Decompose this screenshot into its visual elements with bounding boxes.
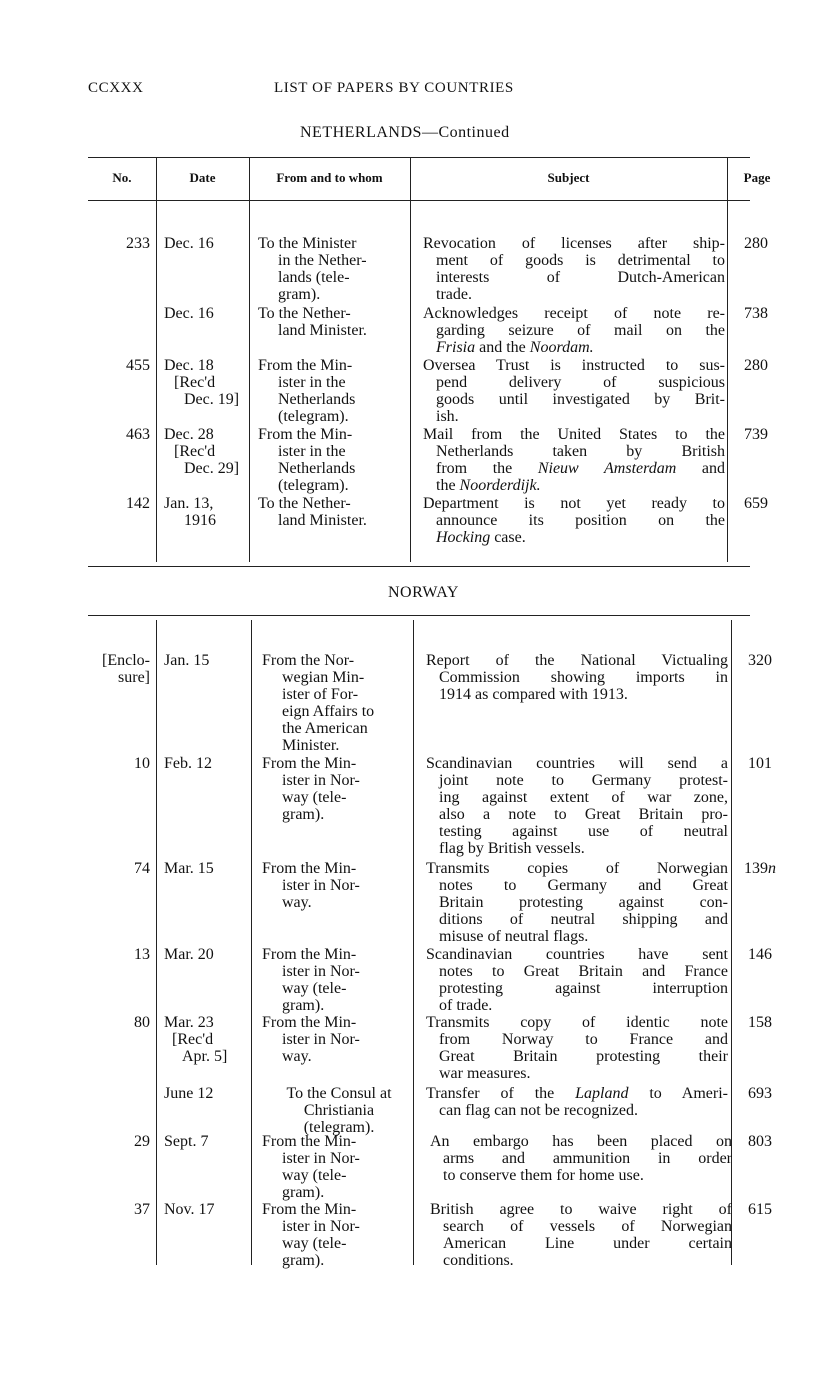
row-page: 615 bbox=[748, 1201, 772, 1218]
row-from-to: From the Min- ister in the Netherlands (telegram). bbox=[258, 357, 356, 425]
row-page: 146 bbox=[748, 946, 772, 963]
row-date: Jan. 15 bbox=[164, 652, 210, 669]
column-rule bbox=[727, 158, 728, 562]
row-date: Mar. 15 bbox=[164, 860, 214, 877]
table-rule bbox=[88, 200, 750, 201]
table-rule bbox=[88, 157, 750, 158]
header-no: No. bbox=[112, 170, 132, 185]
row-subject: Transmits copies of Norwegian notes to Germany and Great Britain protesting against con- ditions of neutral shipping and misuse of neutral flags. bbox=[426, 860, 728, 945]
row-from-to: From the Min- ister in Nor- way. bbox=[262, 1014, 360, 1065]
subject-italic-line: Transfer of the Lapland to Ameri- bbox=[426, 1085, 729, 1102]
row-subject: Transfer of the Lapland to Ameri- can flag can not be recognized. bbox=[426, 1085, 729, 1119]
header-page: Page bbox=[743, 170, 771, 185]
row-date: Dec. 28 [Rec'd Dec. 29] bbox=[164, 426, 240, 477]
column-rule bbox=[156, 620, 157, 1265]
row-from-to: From the Min- ister in Nor- way. bbox=[262, 860, 360, 911]
row-from-to: From the Nor- wegian Min- ister of For- eign Affairs to the American Minister. bbox=[262, 652, 375, 754]
row-subject: Scandinavian countries will send a joint note to Germany protest- ing against extent of war zone, also a note to Great Britain pro- testing against use of neutral flag by British vessels. bbox=[426, 755, 728, 857]
row-from-to: To the Nether- land Minister. bbox=[258, 305, 367, 339]
row-no: 233 bbox=[126, 235, 150, 252]
row-from-to: To the Nether- land Minister. bbox=[258, 495, 367, 529]
row-from-to: To the Minister in the Nether- lands (tele- gram). bbox=[258, 235, 367, 303]
page-number: CCXXX bbox=[88, 80, 144, 96]
row-subject: Report of the National Victualing Commission showing imports in 1914 as compared with 1913. bbox=[426, 652, 728, 703]
row-subject: Acknowledges receipt of note re- garding seizure of mail on the Frisia and the Noordam. bbox=[423, 305, 725, 356]
row-date: Mar. 20 bbox=[164, 946, 214, 963]
header-from-to: From and to whom bbox=[276, 170, 383, 185]
row-date: Feb. 12 bbox=[164, 755, 212, 772]
row-date: Sept. 7 bbox=[164, 1133, 209, 1150]
table-rule bbox=[88, 566, 750, 567]
row-date: Nov. 17 bbox=[164, 1201, 215, 1218]
running-title: LIST OF PAPERS BY COUNTRIES bbox=[274, 80, 514, 96]
row-date: Dec. 16 bbox=[164, 235, 214, 252]
row-from-to: From the Min- ister in Nor- way (tele- gram). bbox=[262, 755, 360, 823]
column-rule bbox=[410, 158, 411, 562]
row-subject: Department is not yet ready to announce its position on the Hocking case. bbox=[423, 495, 725, 546]
row-page: 158 bbox=[748, 1014, 772, 1031]
row-no: 463 bbox=[126, 426, 150, 443]
row-date: Dec. 16 bbox=[164, 305, 214, 322]
row-subject: Revocation of licenses after ship- ment of goods is detrimental to interests of Dutch-American trade. bbox=[423, 235, 725, 303]
section-title-netherlands: NETHERLANDS—Continued bbox=[300, 124, 510, 141]
row-no: 80 bbox=[134, 1014, 150, 1031]
row-from-to: To the Consul at Christiania (telegram). bbox=[286, 1085, 392, 1136]
row-subject: Transmits copy of identic note from Norway to France and Great Britain protesting their war measures. bbox=[426, 1014, 728, 1082]
row-date: Mar. 23 [Rec'd Apr. 5] bbox=[164, 1014, 228, 1065]
row-page: 803 bbox=[748, 1133, 772, 1150]
header-date: Date bbox=[189, 170, 216, 185]
row-no: 29 bbox=[134, 1133, 150, 1150]
row-date: June 12 bbox=[164, 1085, 214, 1102]
row-subject: Oversea Trust is instructed to sus- pend delivery of suspicious goods until investigated by Brit- ish. bbox=[423, 357, 725, 425]
row-subject: British agree to waive right of search of vessels of Norwegian American Line under certain conditions. bbox=[430, 1201, 732, 1269]
row-no: 37 bbox=[134, 1201, 150, 1218]
row-subject: Mail from the United States to the Netherlands taken by British from the Nieuw Amsterdam and the Noorderdijk. bbox=[423, 426, 725, 494]
row-no: 74 bbox=[134, 860, 150, 877]
row-no: 10 bbox=[134, 755, 150, 772]
row-page: 139n bbox=[744, 860, 776, 877]
column-rule bbox=[156, 158, 157, 562]
section-title-norway: NORWAY bbox=[388, 584, 459, 601]
column-rule bbox=[251, 620, 252, 1265]
row-page: 280 bbox=[744, 357, 768, 374]
row-page: 693 bbox=[748, 1085, 772, 1102]
row-page: 320 bbox=[748, 652, 772, 669]
row-page: 280 bbox=[744, 235, 768, 252]
subject-italic-line: Frisia and the Noordam. bbox=[436, 339, 594, 356]
row-subject: Scandinavian countries have sent notes to Great Britain and France protesting against interruption of trade. bbox=[426, 946, 728, 1014]
row-page: 659 bbox=[744, 495, 768, 512]
row-page: 738 bbox=[744, 305, 768, 322]
row-page: 101 bbox=[748, 755, 772, 772]
row-no: 142 bbox=[126, 495, 150, 512]
row-date: Jan. 13, 1916 bbox=[164, 495, 216, 529]
row-from-to: From the Min- ister in the Netherlands (telegram). bbox=[258, 426, 356, 494]
row-no: 455 bbox=[126, 357, 150, 374]
row-from-to: From the Min- ister in Nor- way (tele- gram). bbox=[262, 946, 360, 1014]
row-page: 739 bbox=[744, 426, 768, 443]
subject-italic-line: Hocking case. bbox=[436, 529, 526, 546]
header-subject: Subject bbox=[547, 170, 590, 185]
running-head bbox=[88, 80, 788, 102]
row-date: Dec. 18 [Rec'd Dec. 19] bbox=[164, 357, 240, 408]
row-subject: An embargo has been placed on arms and ammunition in order to conserve them for home use. bbox=[430, 1133, 732, 1184]
row-no: 13 bbox=[134, 946, 150, 963]
row-from-to: From the Min- ister in Nor- way (tele- gram). bbox=[262, 1201, 360, 1269]
subject-italic-line: from the Nieuw Amsterdam and bbox=[436, 460, 725, 477]
row-from-to: From the Min- ister in Nor- way (tele- gram). bbox=[262, 1133, 360, 1201]
row-no: [Enclo- sure] bbox=[102, 652, 150, 686]
table-rule bbox=[88, 615, 750, 616]
subject-italic-line: the Noorderdijk. bbox=[436, 477, 541, 494]
